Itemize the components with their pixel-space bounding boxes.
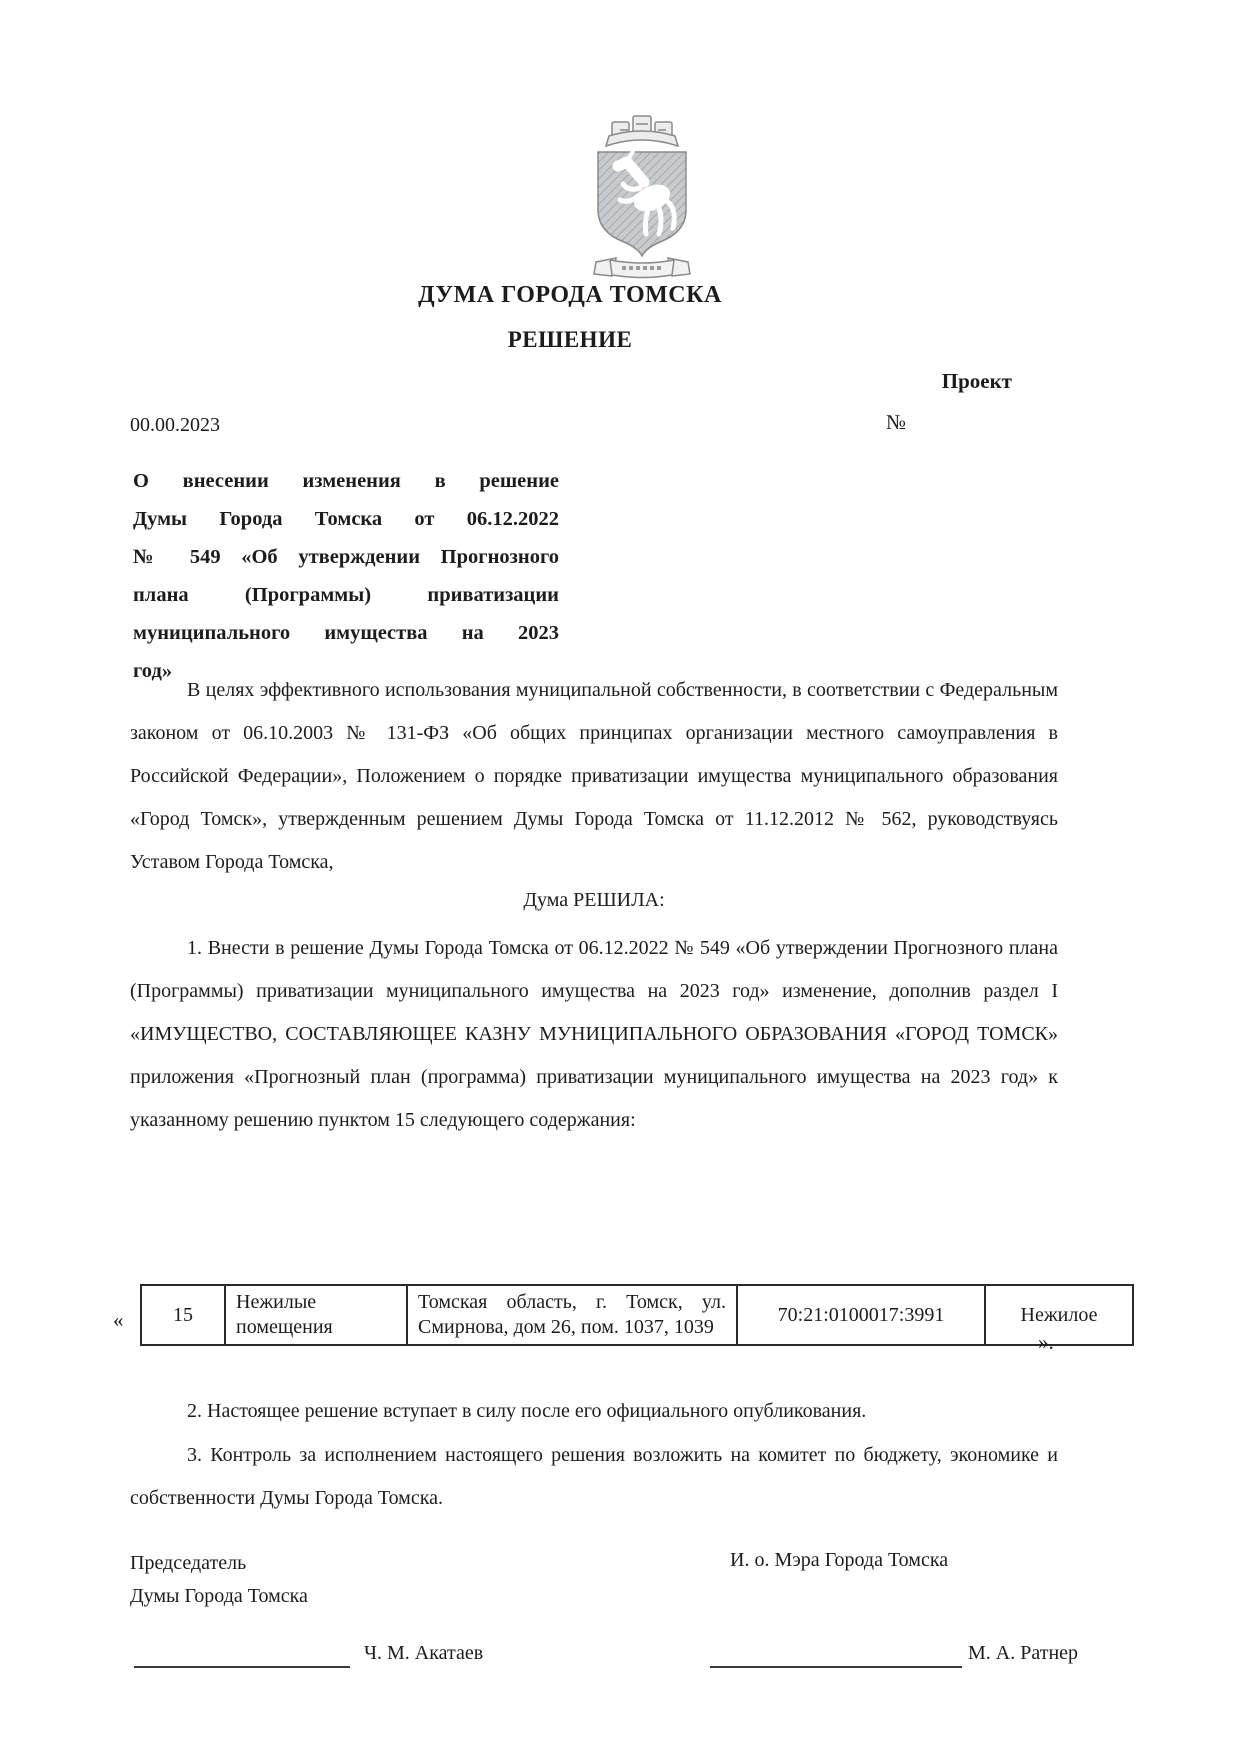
doc-title-line: плана (Программы) приватизации [133, 584, 559, 606]
signature-role-right: И. о. Мэра Города Томска [730, 1549, 949, 1571]
doc-number-sign: № [886, 410, 907, 434]
cell-address: Томская область, г. Томск, ул. Смирнова, дом 26, пом. 1037, 1039 [407, 1285, 737, 1345]
clause-2: 2. Настоящее решение вступает в силу после его официального опубликования. [187, 1400, 867, 1422]
draft-label: Проект [941, 369, 1012, 393]
table-open-quote: « [113, 1308, 124, 1332]
signature-row [130, 1634, 1120, 1674]
doc-date: 00.00.2023 [130, 414, 220, 436]
signature-name-right: М. А. Ратнер [968, 1642, 1079, 1664]
clause-1: 1. Внести в решение Думы Города Томска от 06.12.2022 № 549 «Об утверждении Прогнозного плана (Программы) приватизации муниципального имущества на 2023 год» изменение, дополнив раздел I «ИМУЩЕСТВО, СОСТАВЛЯЮЩЕЕ КАЗНУ МУНИЦИПАЛЬНОГО ОБРАЗОВАНИЯ «ГОРОД ТОМСК» приложения «Прогнозный план (программа) приватизации муниципального имущества на 2023 год» к указанному решению пунктом 15 следующего содержания: [130, 937, 1058, 1131]
signature-line-right [710, 1634, 962, 1668]
amendment-table [140, 1284, 1134, 1346]
cell-object-kind: Нежилые помещения [225, 1285, 407, 1345]
signature-name-left: Ч. М. Акатаев [364, 1642, 484, 1664]
doc-title-line: муниципального имущества на 2023 [133, 622, 559, 644]
clause-3: 3. Контроль за исполнением настоящего решения возложить на комитет по бюджету, экономике и собственности Думы Города Томска. [130, 1444, 1058, 1509]
resolution-heading: Дума РЕШИЛА: [523, 889, 665, 911]
cell-item-number: 15 [141, 1285, 225, 1345]
doc-title-line: О внесении изменения в решение [133, 470, 559, 492]
doc-title-line: № 549 «Об утверждении Прогнозного [133, 546, 559, 568]
table-row [141, 1285, 1133, 1345]
tomsk-coat-of-arms-icon [582, 110, 702, 286]
date-number-row [130, 410, 1058, 437]
doc-title [133, 462, 559, 690]
cell-cadastral-number: 70:21:0100017:3991 [737, 1285, 985, 1345]
signature-role-left-line1: Председатель [130, 1552, 247, 1574]
doc-title-line: Думы Города Томска от 06.12.2022 [133, 508, 559, 530]
table-close-quote: ». [1038, 1330, 1054, 1354]
preamble-paragraph: В целях эффективного использования муниципальной собственности, в соответствии с Федеральным законом от 06.10.2003 № 131-ФЗ «Об общих принципах организации местного самоуправления в Российской Федерации», Положением о порядке приватизации имущества муниципального образования «Город Томск», утвержденным решением Думы Города Томска от 11.12.2012 № 562, руководствуясь Уставом Города Томска, [130, 679, 1058, 873]
doc-type-heading: РЕШЕНИЕ [507, 327, 633, 352]
cell-designation: Нежилое [985, 1285, 1133, 1345]
signature-role-left [130, 1547, 308, 1613]
org-name-heading: ДУМА ГОРОДА ТОМСКА [418, 282, 722, 308]
signature-line-left [134, 1634, 350, 1668]
signature-role-left-line2: Думы Города Томска [130, 1585, 308, 1607]
doc-title-line: год» [133, 660, 173, 682]
